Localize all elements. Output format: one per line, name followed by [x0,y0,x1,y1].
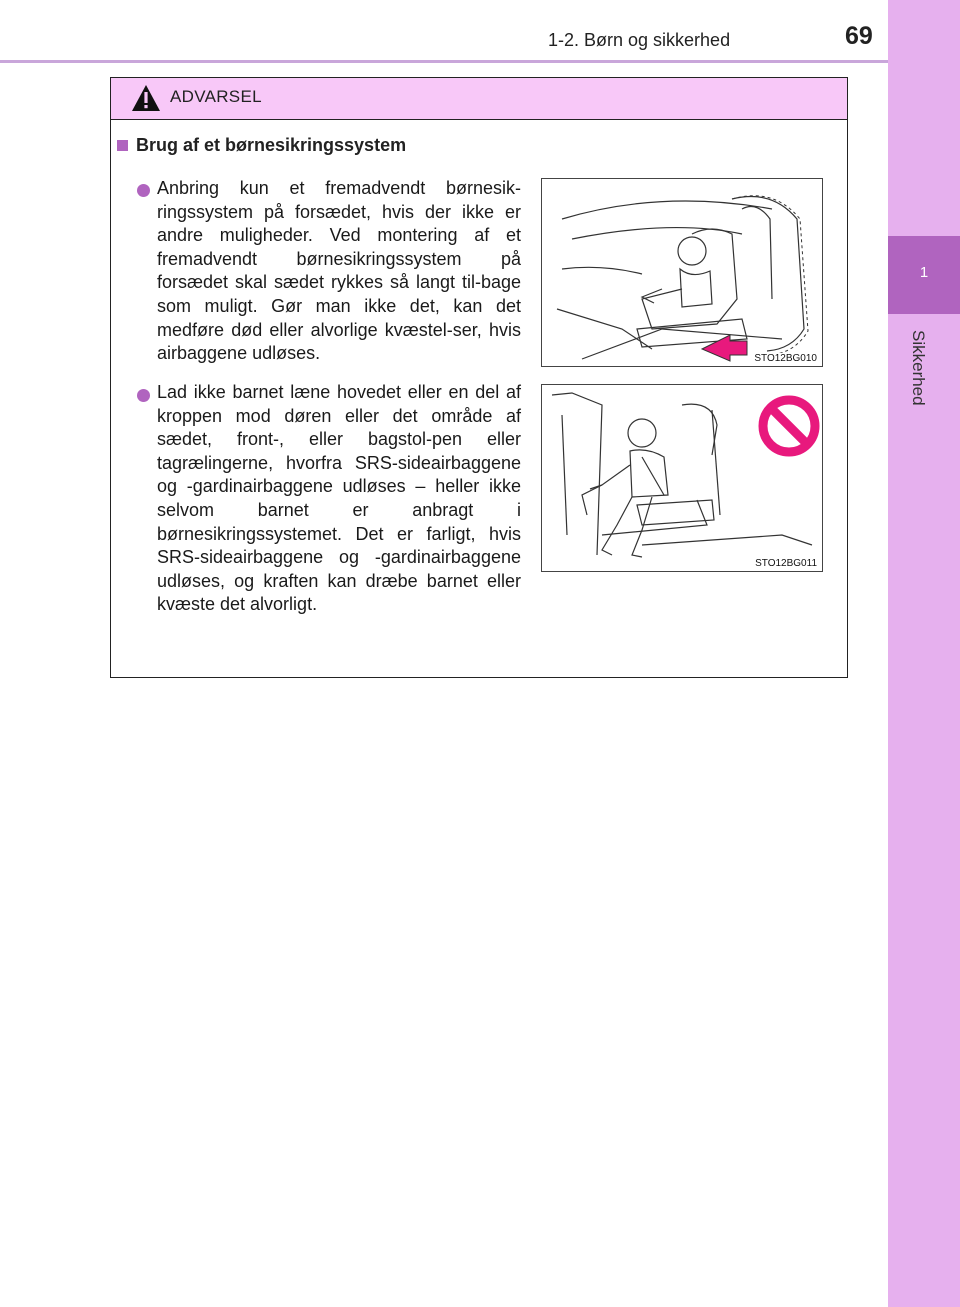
chapter-number: 1 [919,264,929,281]
round-bullet-icon [137,184,150,197]
car-seat-illustration [542,179,822,366]
page-number: 69 [845,22,873,50]
figure-code: STO12BG010 [754,353,817,364]
square-bullet-icon [117,140,128,151]
prohibition-icon [758,395,820,457]
figure-code: STO12BG011 [755,558,817,569]
warning-item-text: Lad ikke barnet læne hovedet eller en del af kroppen mod døren eller det område af sædet, front-, eller bagstol-pen eller tagrælingerne, hvorfra SRS-sideairbaggene og -gardinairbaggene udløses – heller ikke selvom barnet er anbragt i børnesikringssystemet. Det er farligt, hvis SRS-sideairbaggene og -gardinairbaggene udløses, og kraften kan dræbe barnet eller kvæste det alvorligt. [157,382,521,615]
round-bullet-icon [137,389,150,402]
figure-child-seat-front [541,178,823,367]
section-title: 1-2. Børn og sikkerhed [548,30,731,50]
side-strip [888,0,960,1307]
warning-item-text: Anbring kun et fremadvendt børnesik-ringssystem på forsædet, hvis der ikke er andre muligheder. Ved montering af et fremadvendt børnesikringssystem på forsædet skal sædet rykkes så langt til-bage som muligt. Gør man ikke det, kan det medføre død eller alvorlige kvæstel-ser, hvis airbaggene udløses. [157,178,521,364]
chapter-label: Sikkerhed [909,330,928,406]
header-rule [0,60,888,63]
warning-box [110,77,848,678]
warning-title: ADVARSEL [170,87,262,106]
warning-header [111,78,847,120]
subheading-text: Brug af et børnesikringssystem [136,135,407,155]
warning-triangle-icon [131,84,161,112]
chapter-tab [888,236,960,314]
